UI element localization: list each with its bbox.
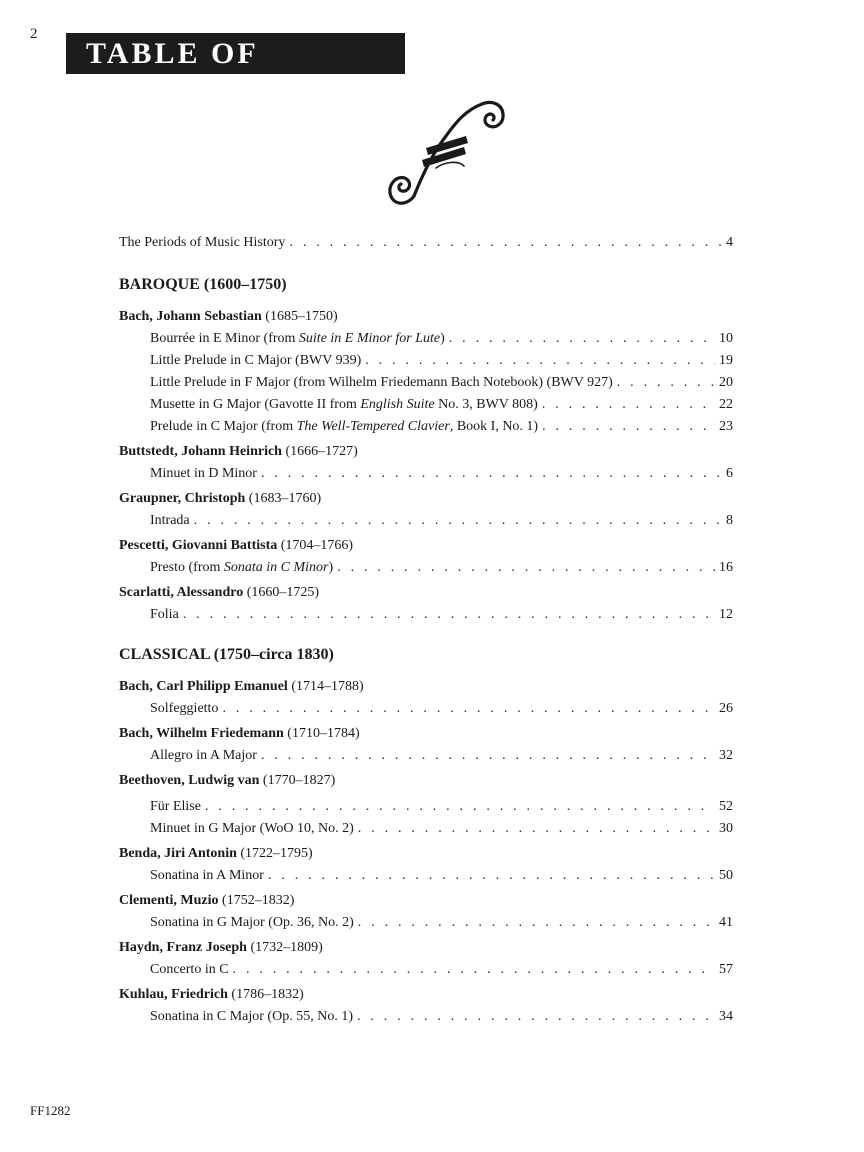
composer-heading bbox=[119, 770, 733, 792]
composer-name: Pescetti, Giovanni Battista bbox=[119, 538, 278, 553]
dot-leader bbox=[337, 557, 715, 579]
entry-page: 34 bbox=[719, 1009, 733, 1024]
entry-page: 12 bbox=[719, 607, 733, 622]
toc-entry[interactable] bbox=[119, 865, 733, 887]
dot-leader bbox=[194, 510, 722, 532]
entry-title: Sonatina in C Major (Op. 55, No. 1) bbox=[150, 1009, 353, 1024]
composer-dates: (1752–1832) bbox=[222, 893, 295, 908]
entry-page: 41 bbox=[719, 915, 733, 930]
composer-name: Bach, Johann Sebastian bbox=[119, 309, 262, 324]
dot-leader bbox=[233, 959, 715, 981]
period-heading-classical: CLASSICAL (1750–circa 1830) bbox=[119, 646, 334, 663]
entry-title: Allegro in A Major bbox=[150, 748, 257, 763]
table-of-contents bbox=[119, 232, 733, 1028]
dot-leader bbox=[183, 604, 715, 626]
composer-heading bbox=[119, 843, 733, 865]
composer-dates: (1666–1727) bbox=[285, 444, 358, 459]
composer-dates: (1786–1832) bbox=[231, 987, 304, 1002]
composer-dates: (1683–1760) bbox=[248, 491, 322, 506]
dot-leader bbox=[261, 745, 715, 767]
dot-leader bbox=[358, 912, 715, 934]
entry-title: Concerto in C bbox=[150, 962, 229, 977]
composer-dates: (1660–1725) bbox=[246, 585, 320, 600]
entry-title: Solfeggietto bbox=[150, 701, 219, 716]
composer-name: Graupner, Christoph bbox=[119, 491, 246, 506]
composer-heading bbox=[119, 937, 733, 959]
entry-title: Minuet in D Minor bbox=[150, 466, 257, 481]
dot-leader bbox=[449, 328, 715, 350]
composer-name: Bach, Wilhelm Friedemann bbox=[119, 726, 284, 741]
dot-leader bbox=[205, 796, 715, 818]
composer-heading bbox=[119, 306, 733, 328]
page-number: 2 bbox=[30, 26, 38, 42]
composer-dates: (1704–1766) bbox=[280, 538, 354, 553]
toc-entry[interactable] bbox=[119, 604, 733, 626]
toc-entry[interactable] bbox=[119, 1006, 733, 1028]
composer-name: Benda, Jiri Antonin bbox=[119, 846, 237, 861]
toc-entry-periods-of-music-history[interactable] bbox=[119, 232, 733, 254]
composer-name: Bach, Carl Philipp Emanuel bbox=[119, 679, 288, 694]
entry-page: 16 bbox=[719, 560, 733, 575]
dot-leader bbox=[289, 232, 722, 254]
composer-dates: (1722–1795) bbox=[240, 846, 313, 861]
entry-title: Little Prelude in C Major (BWV 939) bbox=[150, 353, 362, 368]
composer-heading bbox=[119, 535, 733, 557]
entry-page: 32 bbox=[719, 748, 733, 763]
toc-entry[interactable] bbox=[119, 698, 733, 720]
toc-entry[interactable] bbox=[119, 463, 733, 485]
composer-heading bbox=[119, 984, 733, 1006]
composer-dates: (1770–1827) bbox=[262, 773, 336, 788]
entry-title: Prelude in C Major (from The Well-Tempered Clavier, Book I, No. 1) bbox=[150, 419, 539, 434]
composer-dates: (1685–1750) bbox=[265, 309, 338, 324]
dot-leader bbox=[617, 372, 715, 394]
dot-leader bbox=[365, 350, 715, 372]
dot-leader bbox=[542, 416, 715, 438]
entry-page: 4 bbox=[726, 235, 733, 250]
dot-leader bbox=[357, 1006, 715, 1028]
entry-page: 52 bbox=[719, 799, 733, 814]
composer-heading bbox=[119, 582, 733, 604]
entry-page: 8 bbox=[726, 513, 733, 528]
composer-heading bbox=[119, 890, 733, 912]
composer-dates: (1732–1809) bbox=[250, 940, 323, 955]
music-scroll-ornament-icon bbox=[384, 96, 510, 206]
entry-page: 6 bbox=[726, 466, 733, 481]
entry-page: 23 bbox=[719, 419, 733, 434]
composer-name: Kuhlau, Friedrich bbox=[119, 987, 228, 1002]
composer-name: Haydn, Franz Joseph bbox=[119, 940, 247, 955]
composer-name: Beethoven, Ludwig van bbox=[119, 773, 260, 788]
composer-heading bbox=[119, 676, 733, 698]
composer-name: Clementi, Muzio bbox=[119, 893, 219, 908]
entry-title: Presto (from Sonata in C Minor) bbox=[150, 560, 334, 575]
toc-entry[interactable] bbox=[119, 372, 733, 394]
entry-page: 10 bbox=[719, 331, 733, 346]
composer-name: Scarlatti, Alessandro bbox=[119, 585, 244, 600]
dot-leader bbox=[268, 865, 715, 887]
toc-entry[interactable] bbox=[119, 912, 733, 934]
entry-title: The Periods of Music History bbox=[119, 235, 286, 250]
toc-entry[interactable] bbox=[119, 818, 733, 840]
composer-dates: (1714–1788) bbox=[291, 679, 364, 694]
composer-dates: (1710–1784) bbox=[287, 726, 360, 741]
entry-page: 30 bbox=[719, 821, 733, 836]
entry-page: 26 bbox=[719, 701, 733, 716]
toc-entry[interactable] bbox=[119, 796, 733, 818]
toc-entry[interactable] bbox=[119, 557, 733, 579]
entry-title: Bourrée in E Minor (from Suite in E Minor for Lute) bbox=[150, 331, 445, 346]
entry-page: 20 bbox=[719, 375, 733, 390]
entry-title: Minuet in G Major (WoO 10, No. 2) bbox=[150, 821, 354, 836]
publisher-code: FF1282 bbox=[30, 1103, 71, 1118]
toc-entry[interactable] bbox=[119, 394, 733, 416]
dot-leader bbox=[358, 818, 715, 840]
entry-title: Sonatina in A Minor bbox=[150, 868, 264, 883]
dot-leader bbox=[261, 463, 722, 485]
entry-title: Sonatina in G Major (Op. 36, No. 2) bbox=[150, 915, 354, 930]
period-heading-baroque: BAROQUE (1600–1750) bbox=[119, 276, 287, 293]
entry-title: Little Prelude in F Major (from Wilhelm Friedemann Bach Notebook) (BWV 927) bbox=[150, 375, 613, 390]
dot-leader bbox=[222, 698, 715, 720]
toc-entry[interactable] bbox=[119, 510, 733, 532]
entry-page: 19 bbox=[719, 353, 733, 368]
entry-page: 22 bbox=[719, 397, 733, 412]
toc-entry[interactable] bbox=[119, 959, 733, 981]
table-of-contents-banner: TABLE OF CONTENTS bbox=[66, 33, 405, 74]
toc-entry[interactable] bbox=[119, 328, 733, 350]
entry-title: Für Elise bbox=[150, 799, 201, 814]
entry-page: 50 bbox=[719, 868, 733, 883]
composer-heading bbox=[119, 441, 733, 463]
composer-heading bbox=[119, 488, 733, 510]
toc-entry[interactable] bbox=[119, 745, 733, 767]
dot-leader bbox=[542, 394, 715, 416]
toc-entry[interactable] bbox=[119, 416, 733, 438]
entry-title: Folia bbox=[150, 607, 179, 622]
toc-entry[interactable] bbox=[119, 350, 733, 372]
entry-title: Intrada bbox=[150, 513, 190, 528]
entry-title: Musette in G Major (Gavotte II from English Suite No. 3, BWV 808) bbox=[150, 397, 538, 412]
entry-page: 57 bbox=[719, 962, 733, 977]
composer-heading bbox=[119, 723, 733, 745]
composer-name: Buttstedt, Johann Heinrich bbox=[119, 444, 282, 459]
